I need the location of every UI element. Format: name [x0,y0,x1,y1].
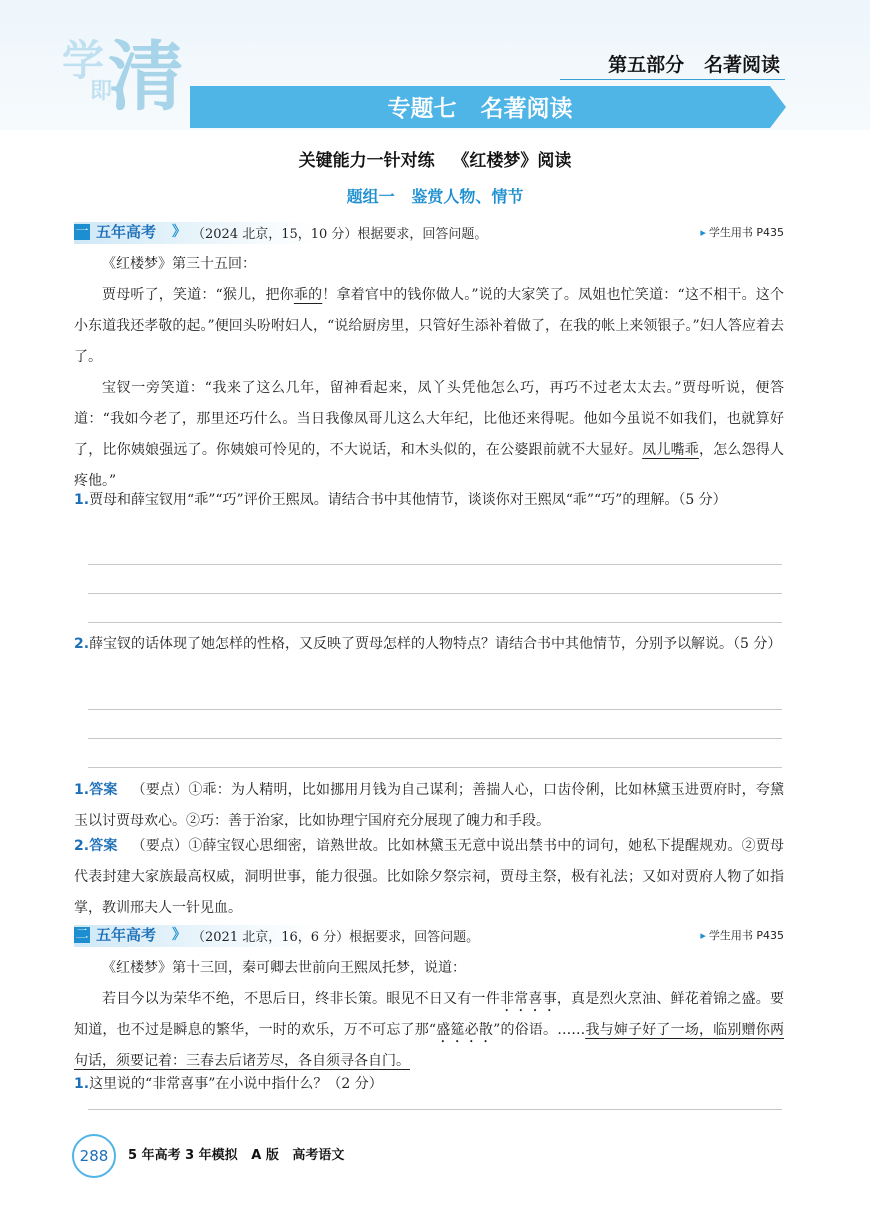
q1-p1-underline: 乖的 [293,287,323,303]
question-2-source: （2021 北京，16，6 分）根据要求，回答问题。 [192,930,480,945]
double-chevron-icon: 》 [172,224,186,240]
part-title-rule [560,79,785,80]
q1-p1-text-b: ！拿着官中的钱你做人。”说的大家笑了。凤姐也忙笑道：“这不相干。这个小东道我还孝敬的起。”便回头吩咐妇人，“说给厨房里，只管好生添补着做了，在我的帐上来领银子。”妇人答应着去了。 [74,287,784,365]
q1-answer-1-label: 答案 [89,782,118,798]
double-chevron-icon: 》 [172,927,186,943]
q2-p1-dotted-2: 盛筵必散 [436,1022,494,1038]
topic-banner-tip [770,86,786,128]
answer-line[interactable] [88,738,782,739]
answer-line[interactable] [88,564,782,565]
answer-line[interactable] [88,1109,782,1110]
q1-p1-text-a: 贾母听了，笑道：“猴儿，把你 [102,287,294,303]
q1-answer-2-number: 2. [74,838,90,854]
answer-line[interactable] [88,709,782,710]
logo-char-1: 学 [62,36,105,85]
q1-p2-underline: 凤儿嘴乖 [642,442,699,458]
q1-answer-2-label: 答案 [89,838,118,854]
q2-p1-text-a: 若目今以为荣华不绝，不思后日，终非长策。眼见不日又有一件 [102,991,500,1007]
q1-sub-1-number: 1. [74,492,90,508]
q1-sub-1-text: 贾母和薛宝钗用“乖”“巧”评价王熙凤。请结合书中其他情节，谈谈你对王熙凤“乖”“巧”的理解。（5 分） [89,492,727,508]
q1-answer-1-number: 1. [74,782,90,798]
q2-p1-underline: 我与婶子好了一场，临别赠你两句话，须要记着：三春去后诸芳尽，各自须寻各自门。 [74,1022,785,1069]
q2-p1-dotted-1: 非常喜事 [499,991,557,1007]
arrow-right-icon: ▸ [700,929,706,942]
topic-banner-title: 专题七 名著阅读 [387,96,573,122]
question-2-reference [700,927,784,943]
group-title: 题组一 鉴赏人物、情节 [346,187,524,206]
q1-sub-question-2 [74,629,784,660]
question-1-reference-text: 学生用书 P435 [708,226,784,239]
question-1-header [74,222,784,244]
answer-line[interactable] [88,622,782,623]
q1-paragraph-2 [74,373,784,497]
arrow-right-icon: ▸ [700,226,706,239]
logo-char-3: 即 [90,79,113,104]
footer-book-title: 5 年高考 3 年模拟 A 版 高考语文 [128,1148,345,1163]
q2-intro: 《红楼梦》第十三回，秦可卿去世前向王熙凤托梦，说道： [102,960,466,976]
q1-sub-2-text: 薛宝钗的话体现了她怎样的性格，又反映了贾母怎样的人物特点？请结合书中其他情节，分别予以解说。（5 分） [89,636,782,652]
q1-chapter: 《红楼梦》第三十五回： [102,256,256,272]
question-2-number: 二 [75,927,89,942]
q2-p1-text-c: ”的俗语。…… [493,1022,586,1038]
q1-answer-2-text: （要点）①薛宝钗心思细密，谙熟世故。比如林黛玉无意中说出禁书中的词句，她私下提醒规劝。②贾母代表封建大家族最高权威，洞明世事，能力很强。比如除夕祭宗祠，贾母主祭，极有礼法；又如对贾府人物了如指掌，教训邢夫人一针见血。 [74,838,785,916]
section-title: 关键能力一针对练 《红楼梦》阅读 [298,151,572,171]
question-2-reference-text: 学生用书 P435 [708,929,784,942]
q1-p2-text-b: ，怎么怨得人疼他。” [74,442,785,489]
q1-answer-1-text: （要点）①乖：为人精明，比如挪用月钱为自己谋利；善揣人心，口齿伶俐，比如林黛玉进贾府时，夸黛玉以讨贾母欢心。②巧：善于治家，比如协理宁国府充分展现了魄力和手段。 [74,782,785,829]
q1-sub-2-number: 2. [74,636,90,652]
q1-answer-2 [74,831,784,924]
answer-line[interactable] [88,593,782,594]
q1-sub-question-1 [74,485,784,516]
question-1-source: （2024 北京，15，10 分）根据要求，回答问题。 [192,227,488,242]
logo-char-2: 清 [108,32,184,121]
question-2-label: 五年高考 [96,926,157,944]
q1-answer-1 [74,775,784,837]
q2-sub-1-text: 这里说的“非常喜事”在小说中指什么？（2 分） [89,1076,383,1092]
q2-sub-1-number: 1. [74,1076,90,1092]
part-title: 第五部分 名著阅读 [608,54,780,76]
question-1-reference [700,224,784,240]
q2-paragraph-1 [74,984,784,1077]
q2-p1-text-b: ，真是烈火烹油、鲜花着锦之盛。要知道，也不过是瞬息的繁华，一时的欢乐，万不可忘了那“ [74,991,785,1038]
answer-line[interactable] [88,767,782,768]
page-number: 288 [72,1134,116,1178]
question-2-header [74,925,784,947]
question-1-number: 一 [75,224,89,239]
q1-p2-text-a: 宝钗一旁笑道：“我来了这么几年，留神看起来，凤丫头凭他怎么巧，再巧不过老太太去。”贾母听说，便答道：“我如今老了，那里还巧什么。当日我像凤哥儿这么大年纪，比他还来得呢。他如今虽说不如我们，也就算好了，比你姨娘强远了。你姨娘可怜见的，不大说话，和木头似的，在公婆跟前就不大显好。 [74,380,784,458]
q1-paragraph-1 [74,280,784,373]
q2-sub-question-1 [74,1069,784,1100]
question-1-label: 五年高考 [96,223,157,241]
